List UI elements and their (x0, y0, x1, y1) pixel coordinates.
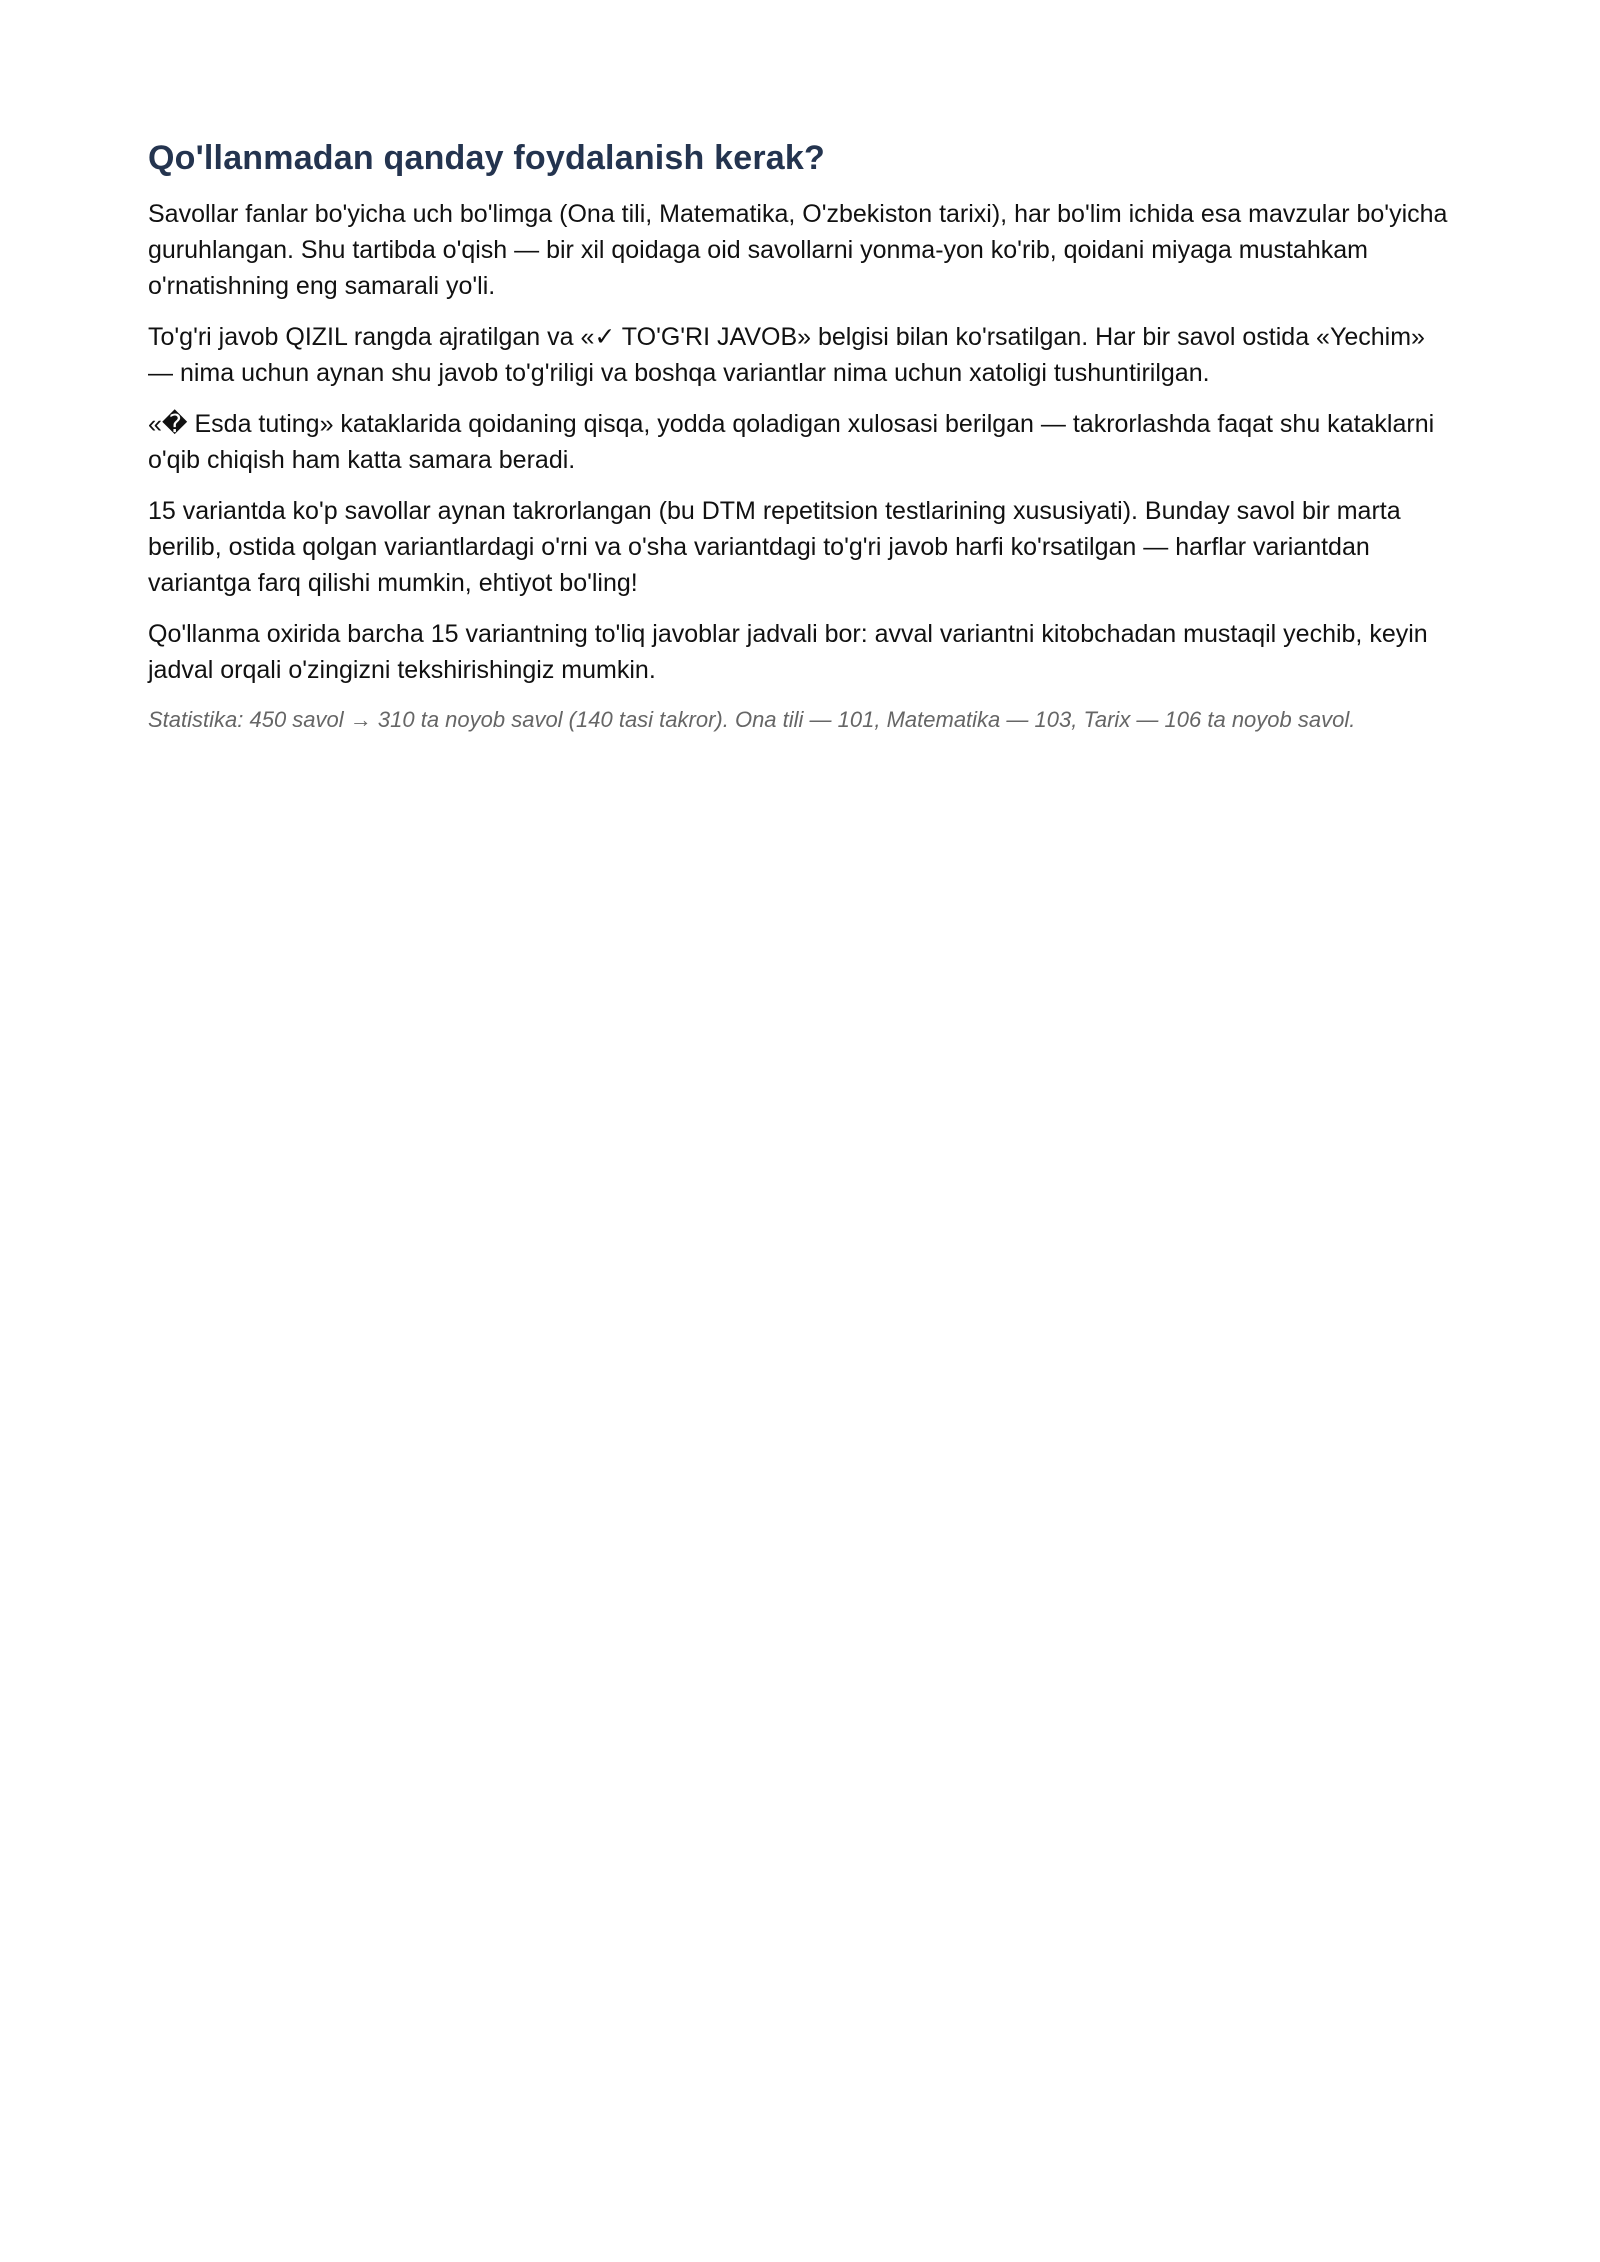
paragraph-answer-table: Qo'llanma oxirida barcha 15 variantning to'liq javoblar jadvali bor: avval variantni kitobchadan mustaqil yechib, keyin jadval orqali o'zingizni tekshirishingiz mumkin. (148, 620, 1428, 684)
paragraph-sections: Savollar fanlar bo'yicha uch bo'limga (Ona tili, Matematika, O'zbekiston tarixi), har bo'lim ichida esa mavzular bo'yicha guruhlangan. Shu tartibda o'qish — bir xil qoidaga oid savollarni yonma-yon ko'rib, qoidani miyaga mustahkam o'rnatishning eng samarali yo'li. (148, 200, 1448, 300)
paragraph-correct-answer: To'g'ri javob QIZIL rangda ajratilgan va «✓ TO'G'RI JAVOB» belgisi bilan ko'rsatilgan. Har bir savol ostida «Yechim» — nima uchun aynan shu javob to'g'riligi va boshqa variantlar nima uchun xatoligi tushuntirilgan. (148, 323, 1425, 387)
page-title: Qo'llanmadan qanday foydalanish kerak? (148, 139, 825, 177)
paragraph-repeated-questions: 15 variantda ko'p savollar aynan takrorlangan (bu DTM repetitsion testlarining xususiyati). Bunday savol bir marta berilib, ostida qolgan variantlardagi o'rni va o'sha variantdagi to'g'ri javob harfi ko'rsatilgan — harflar variantdan variantga farq qilishi mumkin, ehtiyot bo'ling! (148, 497, 1401, 597)
paragraph-remember-boxes: «� Esda tuting» kataklarida qoidaning qisqa, yodda qoladigan xulosasi berilgan — takrorlashda faqat shu kataklarni o'qib chiqish ham katta samara beradi. (148, 410, 1435, 474)
document-page (148, 130, 1448, 736)
statistics-note: Statistika: 450 savol → 310 ta noyob savol (140 tasi takror). Ona tili — 101, Matematika — 103, Tarix — 106 ta noyob savol. (148, 707, 1356, 732)
